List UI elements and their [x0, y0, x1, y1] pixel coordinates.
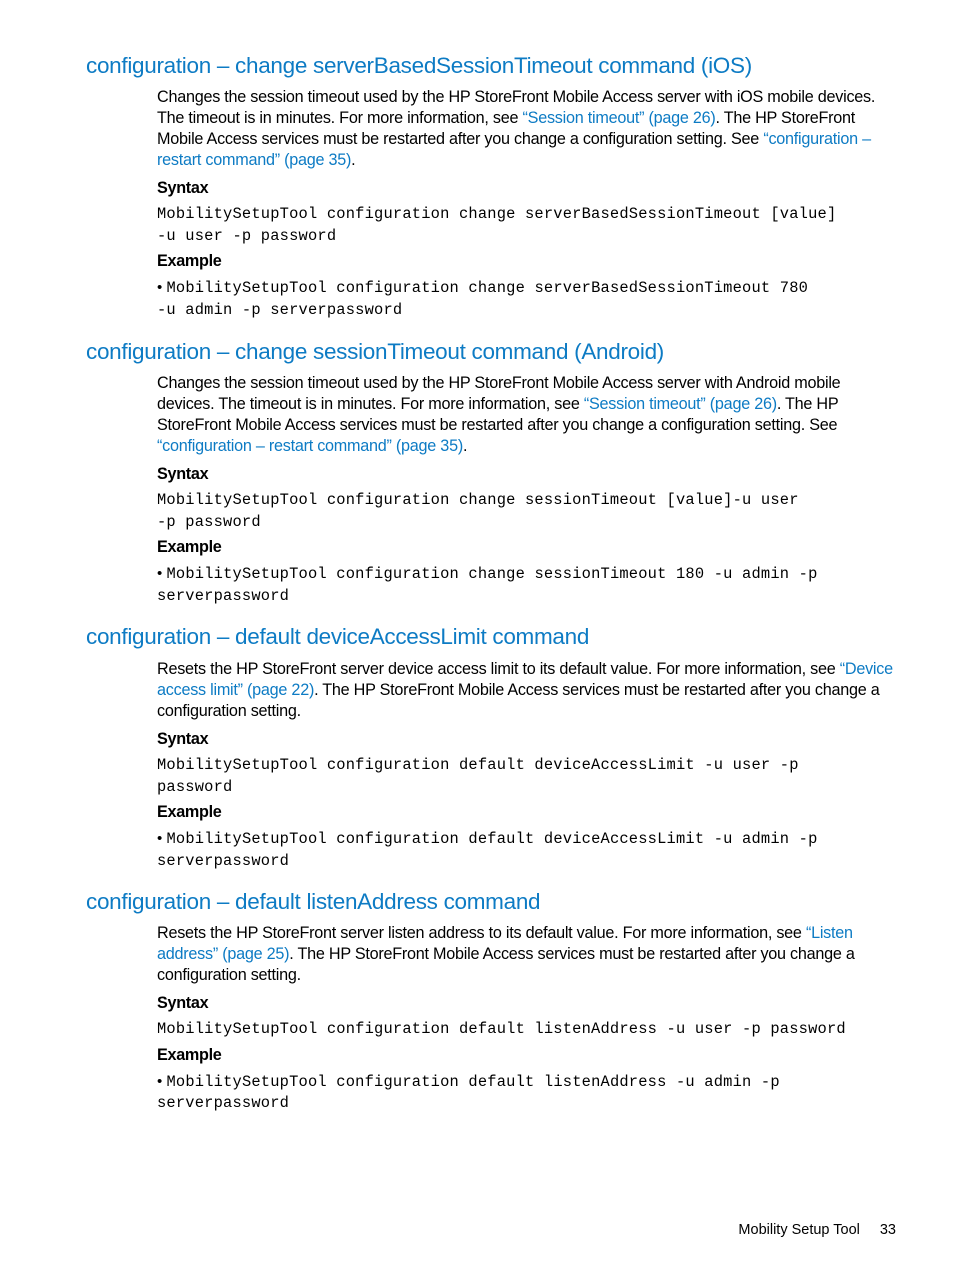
- code-line: serverpassword: [157, 1094, 290, 1112]
- description: [157, 659, 897, 722]
- footer-title: Mobility Setup Tool: [738, 1222, 860, 1238]
- bullet: •: [157, 830, 163, 847]
- description-text: . The HP StoreFront Mobile Access services must be restarted after you change a configuration setting.: [157, 945, 855, 984]
- code-line: [157, 828, 897, 851]
- code-line: -p password: [157, 512, 261, 531]
- section-body: [157, 87, 897, 321]
- example-label: Example: [157, 538, 222, 556]
- code-line: MobilitySetupTool configuration change sessionTimeout [value]-u user: [157, 491, 799, 509]
- code-line: password: [157, 777, 233, 796]
- description-text: .: [462, 437, 468, 455]
- session-timeout-link[interactable]: “Session timeout” (page 26): [522, 109, 716, 127]
- code-line: MobilitySetupTool configuration change serverBasedSessionTimeout [value]: [157, 205, 837, 223]
- description-text: Changes the session timeout used by the HP StoreFront Mobile Access server with Android mobile devices. The timeout is in minutes. For more information, see: [157, 374, 841, 413]
- syntax-label: Syntax: [157, 730, 209, 748]
- example-code: [157, 1071, 897, 1115]
- code-line: serverpassword: [157, 586, 290, 605]
- example-code: [157, 563, 897, 607]
- code-line: -u user -p password: [157, 226, 337, 245]
- code-text: MobilitySetupTool configuration change serverBasedSessionTimeout 780: [166, 279, 809, 297]
- description-text: . The HP StoreFront Mobile Access services must be restarted after you change a configuration setting.: [157, 681, 880, 720]
- code-line: MobilitySetupTool configuration default listenAddress -u user -p password: [157, 1020, 846, 1038]
- code-text: MobilitySetupTool configuration change sessionTimeout 180 -u admin -p: [166, 565, 818, 583]
- code-line: -u admin -p serverpassword: [157, 300, 403, 319]
- description-text: Changes the session timeout used by the HP StoreFront Mobile Access server with iOS mobile devices. The timeout is in minutes. For more information, see: [157, 88, 876, 127]
- example-label: Example: [157, 252, 222, 270]
- section-body: [157, 373, 897, 607]
- code-line: serverpassword: [157, 851, 290, 870]
- code-line: MobilitySetupTool configuration default deviceAccessLimit -u user -p: [157, 756, 799, 774]
- example-label: Example: [157, 1045, 222, 1064]
- restart-command-link[interactable]: “configuration – restart command” (page 35): [157, 437, 463, 455]
- description: [157, 923, 897, 986]
- bullet: •: [157, 279, 163, 296]
- page-footer: [738, 1222, 896, 1238]
- session-timeout-link[interactable]: “Session timeout” (page 26): [583, 395, 777, 413]
- section-heading: configuration – change sessionTimeout command (Android): [86, 339, 664, 364]
- code-text: MobilitySetupTool configuration default deviceAccessLimit -u admin -p: [166, 830, 818, 848]
- description: [157, 373, 897, 457]
- section-heading: configuration – default listenAddress command: [86, 889, 541, 914]
- example-code: [157, 828, 897, 872]
- description-text: Resets the HP StoreFront server listen address to its default value. For more information, see: [157, 924, 806, 942]
- example-code: [157, 277, 897, 321]
- syntax-code: [157, 1019, 897, 1041]
- syntax-label: Syntax: [157, 465, 209, 483]
- code-line: [157, 563, 897, 586]
- syntax-code: [157, 204, 897, 247]
- bullet: •: [157, 1072, 163, 1090]
- code-line: [157, 1071, 897, 1094]
- code-line: [157, 277, 897, 300]
- description-text: . The HP StoreFront Mobile Access services must be restarted after you change a configuration setting. See: [157, 395, 839, 434]
- restart-command-link[interactable]: “configuration – restart command” (page 35): [157, 130, 871, 169]
- syntax-label: Syntax: [157, 994, 209, 1012]
- page-number: 33: [879, 1222, 896, 1238]
- device-access-limit-link[interactable]: “Device access limit” (page 22): [157, 660, 893, 699]
- description-text: Resets the HP StoreFront server device access limit to its default value. For more information, see: [157, 660, 840, 678]
- section-body: [157, 659, 897, 872]
- bullet: •: [157, 565, 163, 582]
- description-text: .: [351, 151, 356, 169]
- syntax-label: Syntax: [157, 179, 209, 197]
- code-text: MobilitySetupTool configuration default listenAddress -u admin -p: [166, 1072, 780, 1091]
- section-body: [157, 923, 897, 1115]
- description-text: . The HP StoreFront Mobile Access services must be restarted after you change a configuration setting. See: [157, 109, 856, 148]
- section-heading: configuration – default deviceAccessLimit command: [86, 624, 590, 649]
- description: [157, 87, 897, 171]
- syntax-code: [157, 490, 897, 533]
- section-heading: configuration – change serverBasedSessionTimeout command (iOS): [86, 53, 752, 78]
- listen-address-link[interactable]: “Listen address” (page 25): [157, 924, 853, 963]
- example-label: Example: [157, 803, 222, 821]
- syntax-code: [157, 755, 897, 798]
